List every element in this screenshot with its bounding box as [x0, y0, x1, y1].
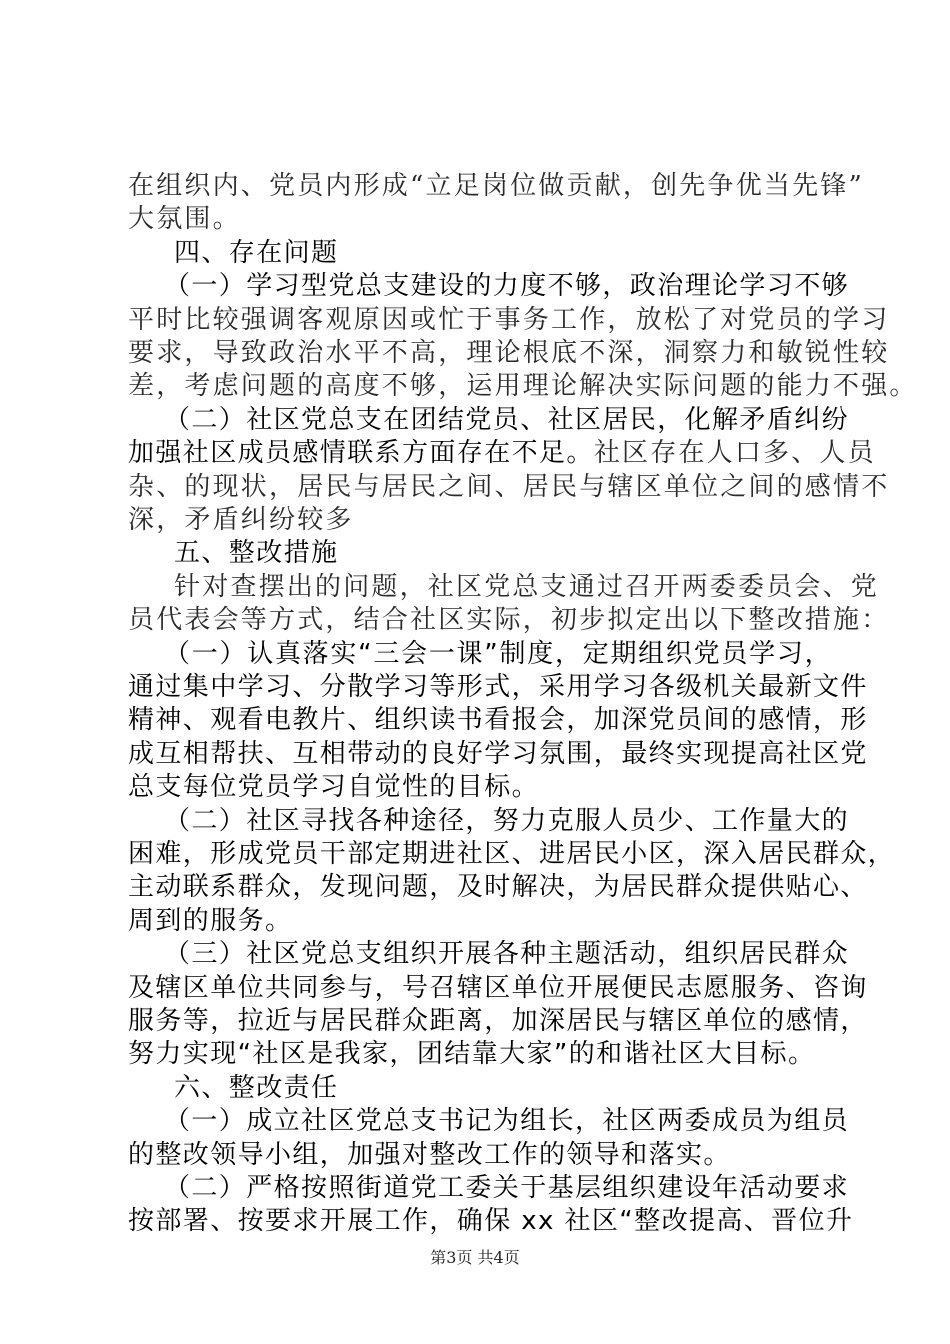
text-run-regular: 社区存在人口多、人员 — [593, 438, 876, 469]
text-line: 平时比较强调客观原因或忙于事务工作，放松了对党员的学习 — [128, 304, 890, 335]
text-line: 成互相帮扶、互相带动的良好学习氛围，最终实现提高社区党 — [128, 738, 868, 769]
text-line: （一）成立社区党总支书记为组长，社区两委成员为组员 — [164, 1106, 850, 1137]
text-line: （二）社区党总支在团结党员、社区居民，化解矛盾纠纷 — [164, 404, 850, 435]
text-line: 大氛围。 — [128, 204, 241, 235]
text-line: 总支每位党员学习自觉性的目标。 — [128, 772, 540, 803]
text-line: （一）学习型党总支建设的力度不够，政治理论学习不够 — [164, 271, 850, 302]
text-line: 差，考虑问题的高度不够，运用理论解决实际问题的能力不强。 — [128, 371, 918, 402]
text-line: 通过集中学习、分散学习等形式，采用学习各级机关最新文件 — [128, 672, 868, 702]
text-line: 深，矛盾纠纷较多 — [128, 505, 354, 535]
text-line: 按部署、按要求开展工作，确保 xx 社区“整改提高、晋位升 — [128, 1206, 854, 1237]
text-line: 四、存在问题 — [174, 237, 339, 268]
text-line: 六、整改责任 — [174, 1072, 339, 1103]
text-line: 主动联系群众，发现问题，及时解决，为居民群众提供贴心、 — [128, 872, 868, 903]
page-footer: 第3页 共4页 — [430, 1248, 520, 1267]
text-line: 针对查摆出的问题，社区党总支通过召开两委委员会、党 — [174, 571, 880, 602]
text-line: 及辖区单位共同参与，号召辖区单位开展便民志愿服务、咨询 — [128, 972, 868, 1003]
text-line: 精神、观看电教片、组织读书看报会，加深党员间的感情，形 — [128, 705, 868, 736]
text-line: 的整改领导小组，加强对整改工作的领导和落实。 — [128, 1139, 731, 1170]
text-run-bold: 加强社区成员感情联系方面存在不足。 — [128, 438, 594, 469]
text-line: 周到的服务。 — [128, 905, 293, 936]
text-line: （二）社区寻找各种途径，努力克服人员少、工作量大的 — [164, 805, 850, 836]
text-line: 困难，形成党员干部定期进社区、进居民小区，深入居民群众， — [128, 839, 896, 869]
text-line: （一）认真落实“三会一课”制度，定期组织党员学习， — [164, 638, 832, 669]
text-line: 服务等，拉近与居民群众距离，加深居民与辖区单位的感情， — [128, 1006, 868, 1036]
text-line: 员代表会等方式，结合社区实际，初步拟定出以下整改措施： — [128, 605, 890, 636]
text-line: 要求，导致政治水平不高，理论根底不深，洞察力和敏锐性较 — [128, 338, 890, 368]
text-line: 在组织内、党员内形成“立足岗位做贡献，创先争优当先锋” — [128, 171, 864, 201]
text-line: 杂、的现状，居民与居民之间、居民与辖区单位之间的感情不 — [128, 471, 890, 502]
text-line: 五、整改措施 — [174, 538, 339, 569]
text-line — [128, 437, 876, 469]
text-line: 努力实现“社区是我家，团结靠大家”的和谐社区大目标。 — [128, 1039, 816, 1070]
text-line: （三）社区党总支组织开展各种主题活动，组织居民群众 — [164, 939, 850, 970]
text-line: （二）严格按照街道党工委关于基层组织建设年活动要求 — [164, 1173, 850, 1203]
